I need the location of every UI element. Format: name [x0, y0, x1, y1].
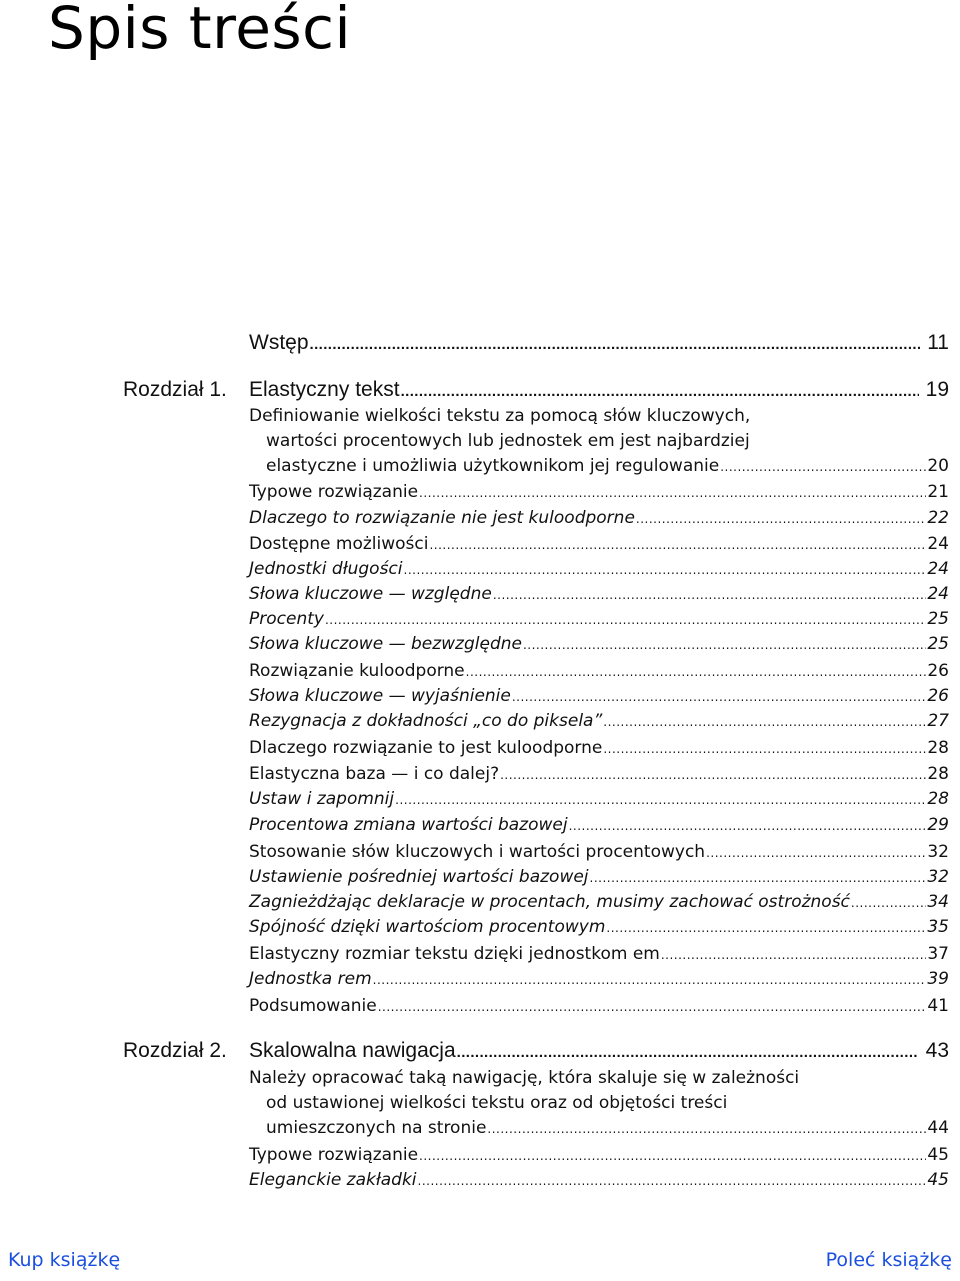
toc-entry-title: umieszczonych na stronie: [266, 1118, 487, 1138]
toc-entry-page: 24: [927, 584, 949, 604]
toc-entry[interactable]: [249, 841, 949, 864]
dot-leader: [418, 1170, 927, 1192]
toc-entry[interactable]: [249, 583, 949, 606]
toc-entry-page: 28: [927, 738, 949, 758]
toc-entry[interactable]: [249, 685, 949, 708]
toc-entry-page: 35: [927, 917, 949, 937]
page-title: Spis treści: [48, 0, 352, 62]
dot-leader: [706, 842, 926, 864]
toc-entry[interactable]: [249, 507, 949, 530]
dot-leader: [325, 609, 926, 631]
toc-entry[interactable]: [249, 1169, 949, 1192]
toc-entry[interactable]: [249, 814, 949, 837]
toc-entry-title: Jednostki długości: [249, 559, 403, 579]
toc-entry-title: Jednostka rem: [249, 969, 372, 989]
dot-leader: [661, 944, 927, 966]
toc-entry-page: 37: [927, 944, 949, 964]
toc-entry-title: Elastyczna baza — i co dalej?: [249, 764, 500, 784]
toc-entry-title: Elastyczny rozmiar tekstu dzięki jednostkom em: [249, 944, 660, 964]
toc-entry-title: Procenty: [249, 609, 324, 629]
dot-leader: [457, 1040, 919, 1066]
toc-entry-page: 26: [927, 661, 949, 681]
dot-leader: [636, 508, 926, 530]
toc-entry[interactable]: [249, 737, 949, 760]
toc-entry-title: Podsumowanie: [249, 996, 377, 1016]
toc-entry-page: 45: [927, 1145, 949, 1165]
dot-leader: [851, 892, 926, 914]
dot-leader: [512, 686, 927, 708]
dot-leader: [419, 1145, 926, 1167]
toc-entry-title: Typowe rozwiązanie: [249, 482, 419, 502]
chapter-2-title: Skalowalna nawigacja: [249, 1039, 456, 1062]
dot-leader: [603, 711, 926, 733]
toc-entry-title: Procentowa zmiana wartości bazowej: [249, 815, 568, 835]
toc-intro-title: Wstęp: [249, 331, 309, 354]
toc-entry-title: Rozwiązanie kuloodporne: [249, 661, 465, 681]
toc-entry-title: Ustaw i zapomnij: [249, 789, 395, 809]
toc-entry-page: 24: [927, 534, 949, 554]
toc-entry[interactable]: [266, 1117, 949, 1140]
toc-entry-title: Dostępne możliwości: [249, 534, 429, 554]
dot-leader: [378, 996, 927, 1018]
toc-entry[interactable]: [266, 455, 949, 478]
toc-intro-page: 11: [927, 331, 949, 354]
dot-leader: [404, 559, 927, 581]
toc-entry-page: 45: [927, 1170, 949, 1190]
dot-leader: [720, 456, 926, 478]
dot-leader: [429, 534, 926, 556]
toc-entry-page: 25: [927, 609, 949, 629]
toc-entry-page: 28: [927, 789, 949, 809]
chapter-2-label: Rozdział 2.: [123, 1039, 227, 1062]
dot-leader: [590, 867, 927, 889]
toc-entry[interactable]: [249, 763, 949, 786]
toc-entry-title: Zagnieżdżając deklaracje w procentach, musimy zachować ostrożność: [249, 892, 850, 912]
chapter-2-page: 43: [925, 1039, 949, 1062]
toc-entry-page: 28: [927, 764, 949, 784]
dot-leader: [569, 815, 927, 837]
toc-entry-title: Typowe rozwiązanie: [249, 1145, 419, 1165]
toc-entry-page: 20: [927, 456, 949, 476]
toc-entry-page: 21: [927, 482, 949, 502]
toc-entry-title: Eleganckie zakładki: [249, 1170, 417, 1190]
dot-leader: [373, 969, 927, 991]
toc-entry[interactable]: [249, 866, 949, 889]
toc-entry-page: 32: [927, 867, 949, 887]
dot-leader: [487, 1118, 926, 1140]
toc-entry-title: Stosowanie słów kluczowych i wartości procentowych: [249, 842, 706, 862]
toc-entry-page: 29: [927, 815, 949, 835]
dot-leader: [395, 789, 926, 811]
toc-entry-page: 25: [927, 634, 949, 654]
toc-entry-title: Słowa kluczowe — bezwzględne: [249, 634, 522, 654]
toc-entry-line[interactable]: Definiowanie wielkości tekstu za pomocą słów kluczowych,: [249, 406, 751, 426]
toc-entry-title: Słowa kluczowe — wyjaśnienie: [249, 686, 511, 706]
chapter-1-label: Rozdział 1.: [123, 378, 227, 401]
toc-entry[interactable]: [249, 608, 949, 631]
toc-entry-line[interactable]: Należy opracować taką nawigację, która skaluje się w zależności: [249, 1068, 800, 1088]
dot-leader: [310, 332, 921, 358]
dot-leader: [493, 584, 927, 606]
toc-entry-line[interactable]: wartości procentowych lub jednostek em jest najbardziej: [266, 431, 750, 451]
recommend-book-link[interactable]: Poleć książkę: [825, 1249, 952, 1271]
buy-book-link[interactable]: Kup książkę: [8, 1249, 121, 1271]
toc-entry-page: 34: [927, 892, 949, 912]
toc-entry[interactable]: [249, 710, 949, 733]
chapter-1-page: 19: [925, 378, 949, 401]
dot-leader: [606, 917, 926, 939]
toc-entry-title: elastyczne i umożliwia użytkownikom jej regulowanie: [266, 456, 720, 476]
toc-entry[interactable]: [249, 916, 949, 939]
toc-entry-title: Spójność dzięki wartościom procentowym: [249, 917, 606, 937]
toc-entry-title: Słowa kluczowe — względne: [249, 584, 492, 604]
toc-entry[interactable]: [249, 633, 949, 656]
toc-entry-title: Dlaczego to rozwiązanie nie jest kuloodporne: [249, 508, 635, 528]
toc-entry-page: 24: [927, 559, 949, 579]
toc-entry[interactable]: [249, 943, 949, 966]
toc-intro[interactable]: [249, 330, 949, 358]
toc-entry-title: Rezygnacja z dokładności „co do piksela”: [249, 711, 603, 731]
toc-entry[interactable]: [249, 968, 949, 991]
toc-entry-title: Dlaczego rozwiązanie to jest kuloodporne: [249, 738, 603, 758]
toc-entry[interactable]: [249, 660, 949, 683]
toc-entry-page: 27: [927, 711, 949, 731]
toc-entry[interactable]: [249, 481, 949, 504]
toc-entry-page: 39: [927, 969, 949, 989]
dot-leader: [419, 482, 926, 504]
dot-leader: [523, 634, 926, 656]
toc-entry-page: 44: [927, 1118, 949, 1138]
dot-leader: [500, 764, 926, 786]
toc-entry-page: 32: [927, 842, 949, 862]
dot-leader: [603, 738, 926, 760]
toc-entry-page: 41: [927, 996, 949, 1016]
toc-entry[interactable]: [249, 995, 949, 1018]
dot-leader: [466, 661, 927, 683]
toc-entry-line[interactable]: od ustawionej wielkości tekstu oraz od objętości treści: [266, 1093, 728, 1113]
dot-leader: [401, 379, 919, 405]
toc-entry[interactable]: [249, 533, 949, 556]
toc-entry-page: 22: [927, 508, 949, 528]
toc-entry[interactable]: [249, 891, 949, 914]
chapter-1-heading[interactable]: [249, 377, 949, 405]
toc-entry-title: Ustawienie pośredniej wartości bazowej: [249, 867, 589, 887]
chapter-1-title: Elastyczny tekst: [249, 378, 400, 401]
chapter-2-heading[interactable]: [249, 1038, 949, 1066]
toc-entry-page: 26: [927, 686, 949, 706]
toc-entry[interactable]: [249, 788, 949, 811]
toc-entry[interactable]: [249, 558, 949, 581]
toc-entry[interactable]: [249, 1144, 949, 1167]
